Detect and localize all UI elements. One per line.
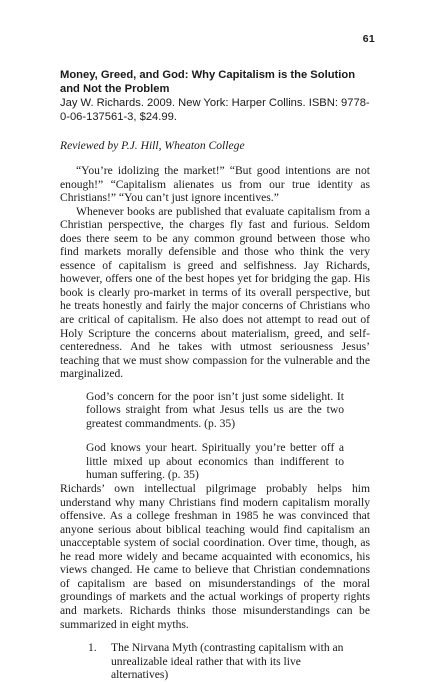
review-content bbox=[60, 68, 370, 682]
block-quote: God’s concern for the poor isn’t just some sidelight. It follows straight from what Jesus tells us are the two greatest commandments. (p. 35) bbox=[86, 389, 344, 430]
body-paragraph: “You’re idolizing the market!” “But good intentions are not enough!” “Capitalism alienates us from our true identity as Christians!” “You can’t just ignore incentives.” bbox=[60, 164, 370, 205]
book-title: Money, Greed, and God: Why Capitalism is the Solution and Not the Problem bbox=[60, 69, 356, 95]
book-citation: Jay W. Richards. 2009. New York: Harper Collins. ISBN: 9778-0-06-137561-3, $24.99. bbox=[60, 97, 370, 123]
list-item-text: The Nirvana Myth (contrasting capitalism with an unrealizable ideal rather that with its live alternatives) bbox=[111, 641, 344, 682]
myth-list bbox=[60, 641, 370, 682]
page-number: 61 bbox=[362, 33, 375, 45]
body-paragraph: Whenever books are published that evaluate capitalism from a Christian perspective, the charges fly fast and furious. Seldom does there seem to be any common ground between those who find markets morally defensible and those who think the very essence of capitalism is greed and selfishness. Jay Richards, however, offers one of the best hopes yet for bridging the gap. His book is clearly pro-market in terms of its overall perspective, but he treats honestly and fairly the major concerns of Christians who are critical of capitalism. He also does not attempt to read out of Holy Scripture the concerns about materialism, greed, and self-centeredness. And he takes with utmost seriousness Jesus’ teaching that we must show compassion for the vulnerable and the marginalized. bbox=[60, 204, 370, 381]
list-item-number: 1. bbox=[88, 641, 97, 655]
reviewer-line: Reviewed by P.J. Hill, Wheaton College bbox=[60, 139, 245, 152]
list-item bbox=[60, 641, 347, 682]
body-paragraph: Richards’ own intellectual pilgrimage probably helps him understand why many Christians find modern capitalism morally offensive. As a college freshman in 1985 he was convinced that anyone serious about biblical teaching would find capitalism an unacceptable system of social coordination. Over time, though, as he read more widely and became acquainted with economics, his views changed. He came to believe that Christian condemnations of capitalism are based on misunderstandings of the moral groundings of markets and the actual workings of property rights and markets. Richards thinks those misunderstandings can be summarized in eight myths. bbox=[60, 482, 370, 631]
block-quote: God knows your heart. Spiritually you’re better off a little mixed up about economics than indifferent to human suffering. (p. 35) bbox=[86, 441, 344, 482]
